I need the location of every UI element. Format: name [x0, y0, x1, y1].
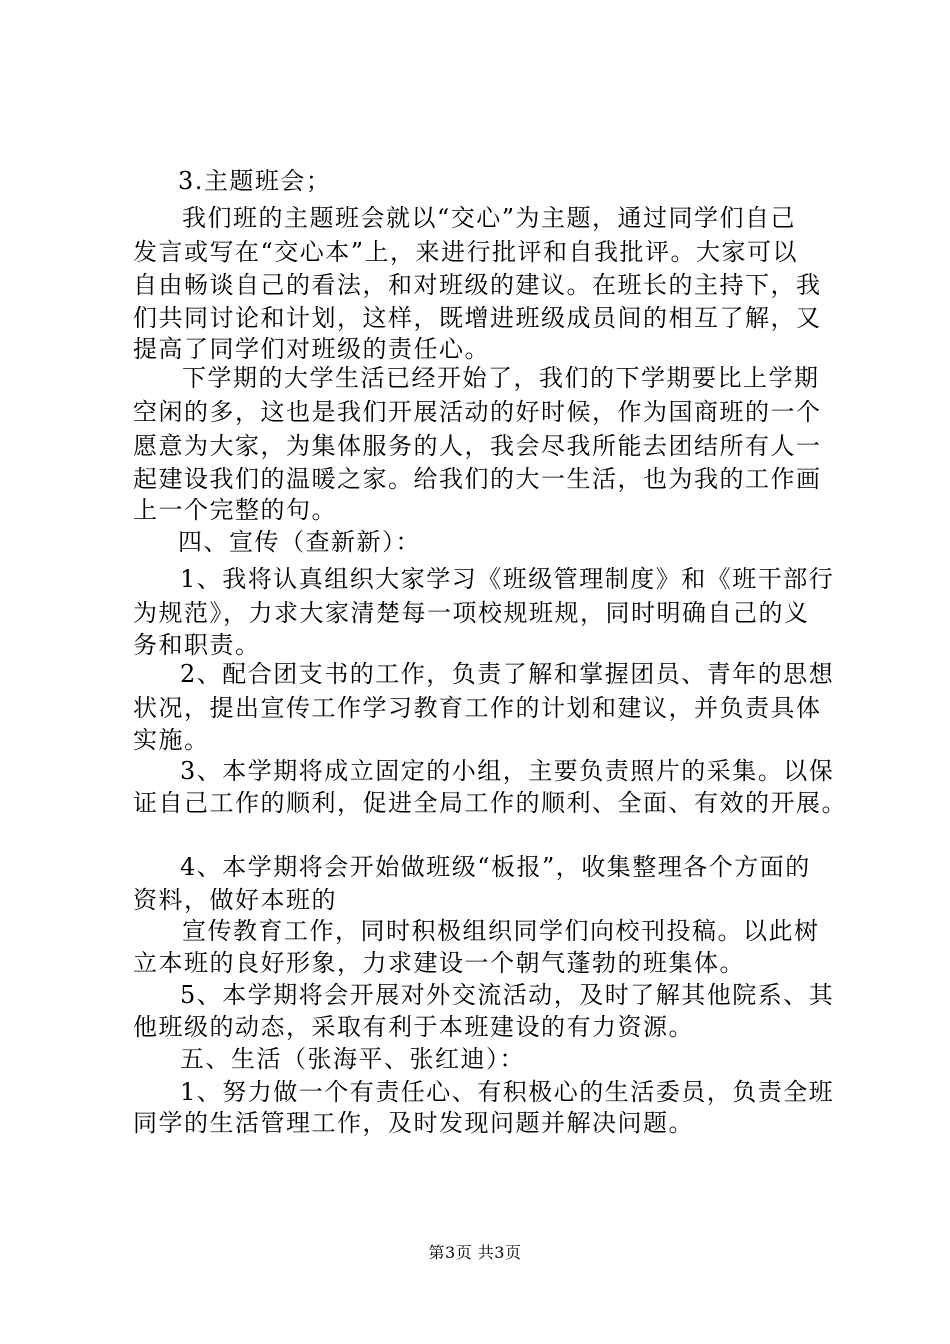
text-line: 3.主题班会；	[178, 167, 332, 195]
text-line: 愿意为大家，为集体服务的人，我会尽我所能去团结所有人一	[133, 432, 822, 460]
text-line: 5、本学期将会开展对外交流活动，及时了解其他院系、其	[180, 981, 835, 1009]
text-line: 起建设我们的温暖之家。给我们的大一生活，也为我的工作画	[133, 465, 822, 493]
text-line: 1、努力做一个有责任心、有积极心的生活委员，负责全班	[180, 1078, 835, 1106]
text-line: 4、本学期将会开始做班级“板报”，收集整理各个方面的	[180, 853, 811, 881]
text-line: 宣传教育工作，同时积极组织同学们向校刊投稿。以此树	[182, 917, 820, 945]
text-line: 实施。	[133, 726, 210, 754]
text-line: 为规范》，力求大家清楚每一项校规班规，同时明确自己的义	[133, 599, 810, 627]
text-line: 1、我将认真组织大家学习《班级管理制度》和《班干部行	[180, 565, 835, 593]
section-heading: 五、生活（张海平、张红迪）：	[180, 1045, 525, 1073]
text-line: 空闲的多，这也是我们开展活动的好时候，作为国商班的一个	[133, 398, 822, 426]
text-line: 他班级的动态，采取有利于本班建设的有力资源。	[133, 1013, 694, 1041]
text-line: 证自己工作的顺利，促进全局工作的顺利、全面、有效的开展。	[133, 789, 847, 817]
text-line: 我们班的主题班会就以“交心”为主题，通过同学们自己	[182, 204, 797, 232]
page-number: 第3页 共3页	[428, 1243, 522, 1262]
text-line: 务和职责。	[133, 631, 261, 659]
section-heading: 四、宣传（查新新）：	[178, 528, 421, 556]
text-line: 状况，提出宣传工作学习教育工作的计划和建议，并负责具体	[133, 694, 822, 722]
text-line: 立本班的良好形象，力求建设一个朝气蓬勃的班集体。	[133, 949, 745, 977]
text-line: 资料，做好本班的	[133, 886, 337, 914]
text-line: 提高了同学们对班级的责任心。	[133, 335, 490, 363]
text-line: 同学的生活管理工作，及时发现问题并解决问题。	[133, 1109, 694, 1137]
text-line: 上一个完整的句。	[133, 496, 337, 524]
text-line: 自由畅谈自己的看法，和对班级的建议。在班长的主持下，我	[133, 271, 822, 299]
text-line: 们共同讨论和计划，这样，既增进班级成员间的相互了解，又	[133, 304, 822, 332]
text-line: 发言或写在“交心本”上，来进行批评和自我批评。大家可以	[133, 238, 799, 266]
text-line: 3、本学期将成立固定的小组，主要负责照片的采集。以保	[180, 757, 835, 785]
text-line: 下学期的大学生活已经开始了，我们的下学期要比上学期	[182, 364, 820, 392]
text-line: 2、配合团支书的工作，负责了解和掌握团员、青年的思想	[180, 660, 835, 688]
